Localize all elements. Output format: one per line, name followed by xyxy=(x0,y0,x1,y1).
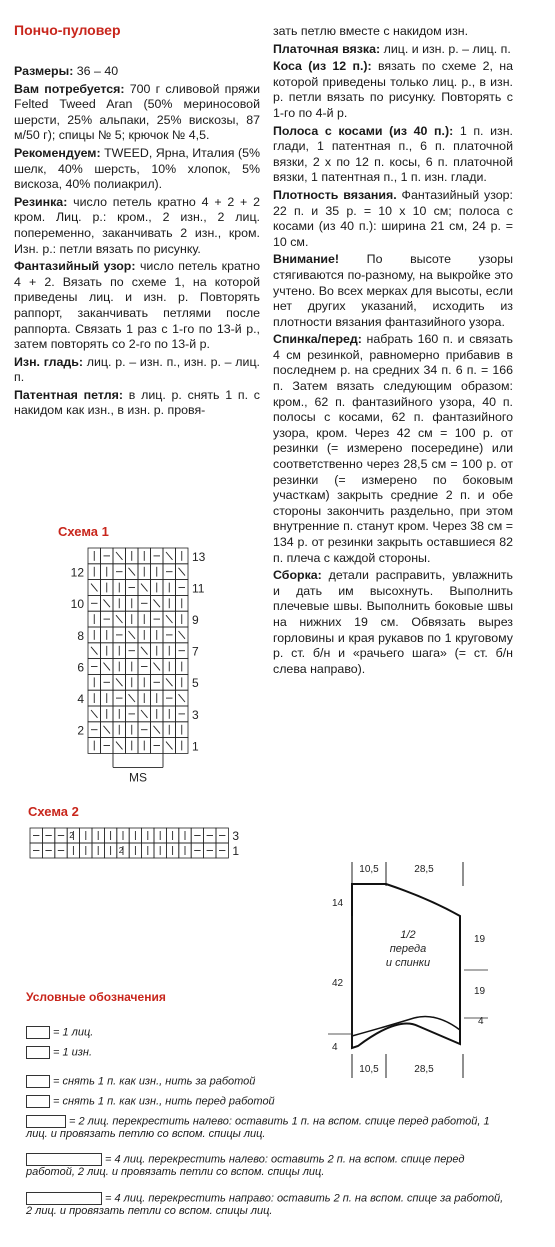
row-number: 3 xyxy=(192,707,199,722)
slip-symbol xyxy=(91,710,98,718)
row-number: 6 xyxy=(77,660,84,675)
paragraph-text: лиц. р. – изн. п., изн. р. – лиц. п. xyxy=(14,354,260,385)
row-number: 13 xyxy=(192,549,206,564)
dimension-label: 19 xyxy=(474,986,486,997)
paragraph-text: детали расправить, увлажнить и дать им высохнуть. Выполнить плечевые швы. Выполнить боковые швы на нижних 19 см. Обвязать вырез горловины и края рукавов по 1 круговому р. ст. б/н и «рачьего шага» (= ст. б/н слева направо). xyxy=(273,568,513,676)
legend-text: = снять 1 п. как изн., нить за работой xyxy=(53,1075,256,1088)
slip-symbol xyxy=(129,631,136,639)
paragraph-heading: Фантазийный узор: xyxy=(14,259,136,274)
cell-number: 2 xyxy=(69,831,74,840)
slip-symbol xyxy=(141,647,148,655)
paragraph-heading: Коса (из 12 п.): xyxy=(273,59,372,74)
paragraph-heading: Спинка/перед: xyxy=(273,332,362,347)
legend-symbol-icon xyxy=(26,1115,66,1128)
slip-symbol xyxy=(141,710,148,718)
slip-symbol xyxy=(166,742,173,750)
slip-symbol xyxy=(129,694,136,702)
paragraph-heading: Патентная петля: xyxy=(14,387,124,402)
left-paragraph xyxy=(14,259,260,353)
left-paragraph xyxy=(14,355,260,386)
row-number: 8 xyxy=(77,628,84,643)
scheme1-chart xyxy=(50,540,220,790)
slip-symbol xyxy=(166,615,173,623)
paragraph-text: число петель кратно 4 + 2 + 2 кром. Лиц. р.: кром., 2 изн., 2 лиц. попеременно, заканчивать 2 изн., кром. Изн. р.: петли вязать по рисунку. xyxy=(14,194,260,256)
paragraph-text: зать петлю вместе с накидом изн. xyxy=(273,24,469,38)
dimension-label: 28,5 xyxy=(414,864,434,875)
paragraph-heading: Вам потребуется: xyxy=(14,81,125,96)
slip-symbol xyxy=(179,568,186,576)
legend-item xyxy=(26,1046,506,1059)
paragraph-heading: Платочная вязка: xyxy=(273,41,381,56)
paragraph-heading: Полоса с косами (из 40 п.): xyxy=(273,123,454,138)
legend-text: = снять 1 п. как изн., нить перед работой xyxy=(53,1095,275,1108)
scheme1-title: Схема 1 xyxy=(58,524,109,539)
dimension-label: 14 xyxy=(332,898,344,909)
left-paragraph xyxy=(14,195,260,257)
legend-symbol-icon xyxy=(26,1095,50,1108)
paragraph-text: лиц. и изн. р. – лиц. п. xyxy=(380,41,511,56)
left-paragraph xyxy=(14,146,260,193)
legend-text: = 4 лиц. перекрестить направо: оставить 2 п. на вспом. спице за работой, 2 лиц. и провязать петли со вспом. спицы лиц. xyxy=(26,1192,504,1218)
paragraph-heading: Изн. гладь: xyxy=(14,354,83,369)
paragraph-text: 1 п. изн. глади, 1 патентная п., 6 п. платочной вязки, 2 х по 12 п. косы, 6 п. платочной вязки, 1 патентная п., 1 п. изн. глади. xyxy=(273,123,513,185)
legend-text: = 1 изн. xyxy=(53,1046,92,1059)
slip-symbol xyxy=(104,599,111,607)
legend-symbol-icon xyxy=(26,1046,50,1059)
legend-item xyxy=(26,1075,506,1088)
paragraph-heading: Размеры: xyxy=(14,64,74,78)
ms-label: MS xyxy=(129,770,147,785)
row-number: 9 xyxy=(192,613,199,627)
cell-number: 2 xyxy=(118,846,124,855)
slip-symbol xyxy=(104,663,111,671)
row-number: 3 xyxy=(232,829,240,843)
scheme2-chart xyxy=(28,824,258,868)
legend-symbol-icon xyxy=(26,1075,50,1088)
paragraph-text: 36 – 40 xyxy=(73,64,119,78)
right-paragraph xyxy=(273,252,513,330)
paragraph-text: набрать 160 п. и связать 4 см резинкой, равномерно прибавив в последнем р. на средних 34 п. 6 п. = 166 п. Затем вязать следующим образом: кром., 62 п. фантазийного узора, 40 п. полосы с косами, 62 п. фантазийного узора, кром. Через 42 см = 100 р. от резинки (= измерено посередине) или соответственно через 28,5 см = 100 р. от резинки (= измерено по боковым участкам) закрыть средние 2 п. и обе стороны закончить раздельно, при этом внутренние п. станут кром. Через 38 см = 134 р. от резинки закрыть оставшиеся 82 п. плеча с каждой стороны. xyxy=(273,332,513,565)
paragraph-text: число петель кратно 4 + 2. Вязать по схеме 1, на которой приведены лиц. и изн. р. Повторять раппорт, заканчивать петлями после раппорта. Связать 1 раз с 1-го по 13-й р., затем повторять со 2-го по 13-й р. xyxy=(14,259,260,352)
legend-item xyxy=(26,1153,506,1179)
piece-label: 1/2 xyxy=(400,929,416,941)
paragraph-text: 700 г сливовой пряжи Felted Tweed Aran (50% мериносовой шерсти, 25% альпаки, 25% вискозы, 87 м/50 г); спицы № 5; крючок № 4,5. xyxy=(14,81,260,143)
paragraph-text: Фантазийный узор: 22 п. и 35 р. = 10 х 10 см; полоса с косами (из 40 п.): ширина 21 см, 24 р. = 10 см. xyxy=(273,187,513,249)
paragraph-heading: Резинка: xyxy=(14,194,68,209)
slip-symbol xyxy=(129,568,136,576)
slip-symbol xyxy=(179,694,186,702)
scheme2-title: Схема 2 xyxy=(28,804,79,819)
row-number: 4 xyxy=(77,692,84,706)
right-column xyxy=(273,24,513,679)
slip-symbol xyxy=(166,678,173,686)
dimension-label: 4 xyxy=(478,1016,484,1027)
row-number: 10 xyxy=(70,597,84,612)
dimension-label: 28,5 xyxy=(414,1064,434,1075)
right-paragraph xyxy=(273,124,513,186)
slip-symbol xyxy=(116,678,123,686)
slip-symbol xyxy=(166,552,173,560)
legend-item xyxy=(26,1026,506,1039)
slip-symbol xyxy=(116,615,123,623)
right-paragraph xyxy=(273,59,513,121)
left-paragraph xyxy=(14,82,260,144)
legend-text: = 2 лиц. перекрестить налево: оставить 1 п. на вспом. спице перед работой, 1 лиц. и провязать петлю со вспом. спицы лиц. xyxy=(26,1115,490,1141)
piece-label: переда xyxy=(389,943,427,955)
paragraph-text: в лиц. р. снять 1 п. с накидом как изн., в изн. р. провя- xyxy=(14,387,260,418)
left-paragraph xyxy=(14,64,260,80)
paragraph-heading: Внимание! xyxy=(273,252,340,267)
dimension-label: 19 xyxy=(474,934,486,945)
page-title: Пончо-пуловер xyxy=(14,22,121,38)
right-paragraph xyxy=(273,568,513,677)
slip-symbol xyxy=(154,726,161,734)
legend-item xyxy=(26,1192,506,1218)
dimension-label: 42 xyxy=(332,978,344,989)
legend-symbol-icon xyxy=(26,1153,102,1166)
paragraph-text: TWEED, Ярна, Италия (5% шелк, 40% шерсть, 10% хлопок, 5% вискоза, 40% полиакрил). xyxy=(14,145,260,192)
row-number: 2 xyxy=(77,723,84,738)
dimension-label: 4 xyxy=(332,1042,338,1053)
row-number: 12 xyxy=(70,565,84,580)
slip-symbol xyxy=(91,647,98,655)
right-paragraph xyxy=(273,24,513,40)
right-paragraph xyxy=(273,188,513,250)
right-paragraph xyxy=(273,332,513,566)
paragraph-heading: Рекомендуем: xyxy=(14,145,101,160)
legend-text: = 1 лиц. xyxy=(53,1026,94,1039)
row-number: 7 xyxy=(192,644,199,659)
slip-symbol xyxy=(116,552,123,560)
left-paragraph xyxy=(14,388,260,419)
dimension-label: 10,5 xyxy=(359,1064,379,1075)
paragraph-heading: Плотность вязания. xyxy=(273,187,397,202)
row-number: 5 xyxy=(192,676,199,691)
row-number: 1 xyxy=(232,844,240,858)
legend-item xyxy=(26,1095,506,1108)
slip-symbol xyxy=(179,631,186,639)
right-paragraph xyxy=(273,42,513,58)
slip-symbol xyxy=(116,742,123,750)
slip-symbol xyxy=(104,726,111,734)
paragraph-text: вязать по схеме 2, на которой приведены только лиц. р., в изн. р. петли вязать по рисунку. Повторять с 1-го по 4-й р. xyxy=(273,59,513,120)
legend-title: Условные обозначения xyxy=(26,990,166,1004)
left-column xyxy=(14,64,260,421)
dimension-label: 10,5 xyxy=(359,864,379,875)
row-number: 11 xyxy=(192,581,205,596)
slip-symbol xyxy=(141,584,148,592)
paragraph-heading: Сборка: xyxy=(273,568,322,583)
legend-text: = 4 лиц. перекрестить налево: оставить 2 п. на вспом. спице перед работой, 2 лиц. и провязать петли со вспом. спицы лиц. xyxy=(26,1153,465,1179)
legend-symbol-icon xyxy=(26,1192,102,1205)
paragraph-text: По высоте узоры стягиваются по-разному, на выкройке это учтено. Во всех мерках для высоты, если нет других указаний, исходить из плотности вязания фантазийного узора. xyxy=(273,252,513,329)
legend-symbol-icon xyxy=(26,1026,50,1039)
row-number: 1 xyxy=(192,739,199,754)
slip-symbol xyxy=(91,584,98,592)
slip-symbol xyxy=(154,663,161,671)
piece-label: и спинки xyxy=(385,957,431,969)
legend-item xyxy=(26,1115,506,1141)
slip-symbol xyxy=(154,599,161,607)
